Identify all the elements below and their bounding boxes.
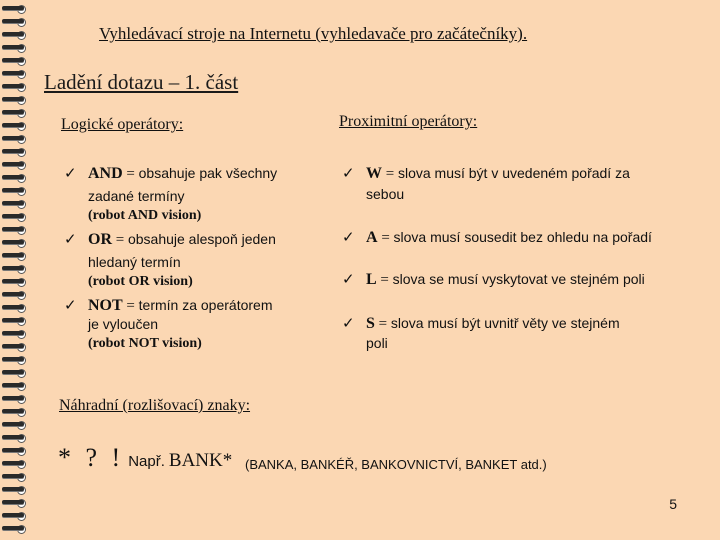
binding-wire xyxy=(2,58,24,62)
binding-ring xyxy=(2,433,28,442)
binding-wire xyxy=(2,396,24,400)
proximity-item-w xyxy=(342,163,630,184)
slide-header-title: Vyhledávací stroje na Internetu (vyhledavače pro začátečníky). xyxy=(99,24,528,43)
binding-wire xyxy=(2,71,24,75)
binding-ring xyxy=(2,147,28,156)
binding-wire xyxy=(2,6,24,10)
binding-wire xyxy=(2,97,24,101)
binding-ring xyxy=(2,43,28,52)
binding-wire xyxy=(2,370,24,374)
binding-wire xyxy=(2,123,24,127)
checkmark-icon: ✓ xyxy=(342,270,355,288)
logical-item-or xyxy=(64,229,276,250)
binding-ring xyxy=(2,199,28,208)
binding-wire xyxy=(2,513,24,517)
binding-wire xyxy=(2,383,24,387)
binding-wire xyxy=(2,344,24,348)
binding-wire xyxy=(2,526,24,530)
logical-item-or-example: (robot OR vision) xyxy=(88,274,193,289)
binding-ring xyxy=(2,303,28,312)
operator-description: slova musí být v uvedeném pořadí za xyxy=(397,165,630,181)
binding-wire xyxy=(2,253,24,257)
equals-sign: = xyxy=(112,232,128,248)
binding-wire xyxy=(2,110,24,114)
binding-ring xyxy=(2,264,28,273)
operator-description: termín za operátorem xyxy=(138,297,273,313)
checkmark-icon: ✓ xyxy=(64,230,77,248)
logical-item-and-desc2: zadané termíny xyxy=(88,188,185,204)
operator-name: AND xyxy=(88,165,123,182)
logical-item-not xyxy=(64,295,273,316)
equals-sign: = xyxy=(376,272,393,288)
binding-ring xyxy=(2,69,28,78)
section-title: Ladění dotazu – 1. část xyxy=(44,70,239,94)
proximity-item-a xyxy=(342,227,652,248)
wildcard-heading: Náhradní (rozlišovací) znaky: xyxy=(59,397,251,414)
binding-ring xyxy=(2,459,28,468)
wildcard-symbols: * ? ! xyxy=(58,443,125,472)
binding-ring xyxy=(2,108,28,117)
binding-wire xyxy=(2,175,24,179)
binding-wire xyxy=(2,19,24,23)
example-term: BANK* xyxy=(168,450,233,471)
binding-wire xyxy=(2,435,24,439)
binding-ring xyxy=(2,95,28,104)
binding-wire xyxy=(2,201,24,205)
checkmark-icon: ✓ xyxy=(342,228,355,246)
binding-ring xyxy=(2,407,28,416)
logical-operators-heading: Logické operátory: xyxy=(61,116,184,133)
binding-ring xyxy=(2,225,28,234)
binding-ring xyxy=(2,368,28,377)
equals-sign: = xyxy=(122,298,139,314)
checkmark-icon: ✓ xyxy=(64,164,77,182)
binding-wire xyxy=(2,84,24,88)
binding-wire xyxy=(2,331,24,335)
binding-wire xyxy=(2,45,24,49)
checkmark-icon: ✓ xyxy=(342,314,355,332)
binding-ring xyxy=(2,186,28,195)
proximity-item-w-desc2: sebou xyxy=(366,186,405,202)
checkmark-icon: ✓ xyxy=(342,164,355,182)
proximity-operators-heading: Proximitní operátory: xyxy=(339,113,478,130)
wildcard-example-line xyxy=(58,443,232,473)
equals-sign: = xyxy=(374,316,391,332)
equals-sign: = xyxy=(122,166,139,182)
binding-ring xyxy=(2,394,28,403)
binding-ring xyxy=(2,524,28,533)
binding-ring xyxy=(2,121,28,130)
binding-wire xyxy=(2,318,24,322)
binding-wire xyxy=(2,305,24,309)
spiral-binding xyxy=(0,0,32,540)
operator-name: S xyxy=(366,315,375,332)
binding-wire xyxy=(2,136,24,140)
example-expansion: (BANKA, BANKÉŘ, BANKOVNICTVÍ, BANKET atd.) xyxy=(245,457,547,472)
binding-wire xyxy=(2,227,24,231)
binding-ring xyxy=(2,511,28,520)
binding-wire xyxy=(2,500,24,504)
operator-name: L xyxy=(366,271,377,288)
binding-ring xyxy=(2,238,28,247)
operator-name: OR xyxy=(88,231,112,248)
binding-wire xyxy=(2,32,24,36)
binding-wire xyxy=(2,474,24,478)
binding-ring xyxy=(2,381,28,390)
equals-sign: = xyxy=(377,230,394,246)
binding-ring xyxy=(2,329,28,338)
binding-ring xyxy=(2,251,28,260)
binding-ring xyxy=(2,56,28,65)
operator-name: A xyxy=(366,229,378,246)
binding-wire xyxy=(2,188,24,192)
logical-item-and xyxy=(64,163,278,184)
operator-description: slova musí sousedit bez ohledu na pořadí xyxy=(393,229,652,245)
proximity-item-l xyxy=(342,269,645,290)
logical-item-not-example: (robot NOT vision) xyxy=(88,336,202,351)
binding-wire xyxy=(2,422,24,426)
equals-sign: = xyxy=(382,166,398,182)
binding-wire xyxy=(2,409,24,413)
binding-ring xyxy=(2,290,28,299)
binding-ring xyxy=(2,316,28,325)
proximity-item-s-desc2: poli xyxy=(366,335,388,351)
binding-wire xyxy=(2,292,24,296)
binding-ring xyxy=(2,446,28,455)
example-prefix: Např. xyxy=(128,453,165,470)
binding-ring xyxy=(2,498,28,507)
binding-wire xyxy=(2,266,24,270)
binding-wire xyxy=(2,487,24,491)
binding-wire xyxy=(2,461,24,465)
binding-ring xyxy=(2,485,28,494)
binding-ring xyxy=(2,420,28,429)
logical-item-or-desc2: hledaný termín xyxy=(88,254,181,270)
binding-wire xyxy=(2,162,24,166)
operator-description: slova se musí vyskytovat ve stejném poli xyxy=(392,271,645,287)
binding-ring xyxy=(2,30,28,39)
binding-ring xyxy=(2,342,28,351)
binding-wire xyxy=(2,357,24,361)
binding-wire xyxy=(2,448,24,452)
checkmark-icon: ✓ xyxy=(64,296,77,314)
binding-wire xyxy=(2,214,24,218)
binding-ring xyxy=(2,82,28,91)
operator-description: obsahuje alespoň jeden xyxy=(127,231,276,247)
binding-ring xyxy=(2,4,28,13)
binding-ring xyxy=(2,160,28,169)
binding-ring xyxy=(2,134,28,143)
operator-name: W xyxy=(366,165,382,182)
proximity-item-s xyxy=(342,313,620,334)
binding-ring xyxy=(2,173,28,182)
binding-wire xyxy=(2,279,24,283)
binding-ring xyxy=(2,17,28,26)
binding-ring xyxy=(2,472,28,481)
logical-item-and-example: (robot AND vision) xyxy=(88,208,202,223)
operator-name: NOT xyxy=(88,297,123,314)
page-number: 5 xyxy=(669,496,677,512)
logical-item-not-desc2: je vyloučen xyxy=(88,316,159,332)
binding-ring xyxy=(2,277,28,286)
binding-ring xyxy=(2,212,28,221)
binding-wire xyxy=(2,240,24,244)
binding-ring xyxy=(2,355,28,364)
operator-description: obsahuje pak všechny xyxy=(138,165,278,181)
operator-description: slova musí být uvnitř věty ve stejném xyxy=(390,315,620,331)
binding-wire xyxy=(2,149,24,153)
